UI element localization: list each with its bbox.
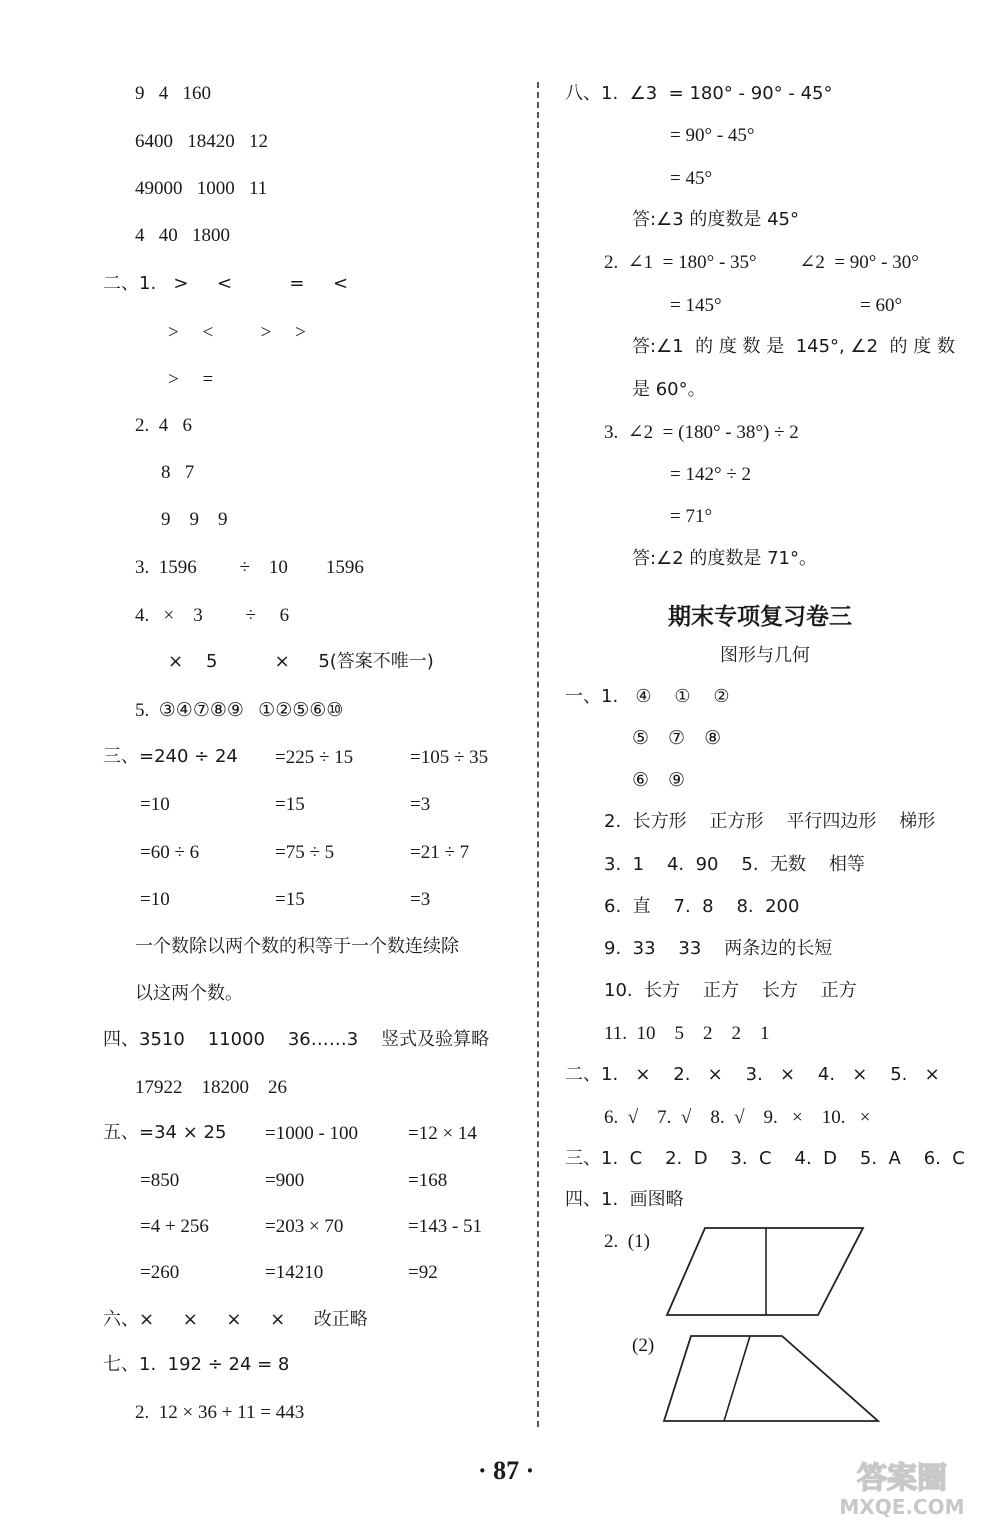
right-line: = 71° [670,506,713,527]
left-line: 四、3510 11000 36……3 竖式及验算略 [103,1029,490,1050]
right-line: 是 60°。 [632,379,706,400]
right-line: 答:∠2 的度数是 71°。 [632,548,818,569]
trapezoid-interior-line [724,1336,750,1421]
left-line: =75 ÷ 5 [275,842,335,863]
left-line: =15 [275,794,305,815]
right-line: = 60° [860,295,903,316]
left-line: × 5 × 5(答案不唯一) [168,651,434,672]
left-line: =850 [140,1170,180,1191]
right-line: 10. 长方 正方 长方 正方 [604,980,857,1001]
right-line: 八、1. ∠3 = 180° - 90° - 45° [565,83,833,104]
left-line: 6400 18420 12 [135,131,268,152]
left-line: =203 × 70 [265,1216,344,1237]
right-line: 四、1. 画图略 [565,1189,684,1210]
left-line: =92 [408,1262,438,1283]
left-line: 三、=240 ÷ 24 [103,746,238,767]
left-line: =1000 - 100 [265,1123,359,1144]
right-line: 11. 10 5 2 2 1 [604,1023,770,1044]
right-line: 6. √ 7. √ 8. √ 9. × 10. × [604,1107,871,1128]
right-line: 2. ∠1 = 180° - 35° ∠2 = 90° - 30° [604,252,919,273]
left-line: 以这两个数。 [135,983,243,1004]
column-divider [537,82,539,1427]
parallelogram-figure [660,1222,870,1318]
left-line: =10 [140,794,170,815]
left-line: =105 ÷ 35 [410,747,489,768]
left-line: 七、1. 192 ÷ 24 = 8 [103,1354,290,1375]
left-line: 17922 18200 26 [135,1077,287,1098]
left-line: =14210 [265,1262,324,1283]
right-line: = 142° ÷ 2 [670,464,751,485]
watermark-logo [822,1452,982,1520]
right-line: 2. 长方形 正方形 平行四边形 梯形 [604,811,936,832]
left-line: 2. 12 × 36 + 11 = 443 [135,1402,305,1423]
right-line: 答:∠3 的度数是 45° [632,209,800,230]
right-line: ⑤ ⑦ ⑧ [632,728,722,749]
left-line: > = [168,369,214,390]
right-line: (2) [632,1335,655,1356]
right-line: 9. 33 33 两条边的长短 [604,938,833,959]
left-line: =4 + 256 [140,1216,209,1237]
left-line: =260 [140,1262,180,1283]
right-line: = 145° [670,295,722,316]
right-line: 一、1. ④ ① ② [565,686,730,707]
svg-text:MXQE.COM: MXQE.COM [839,1495,965,1519]
left-line: 8 7 [161,462,195,483]
section-subtitle: 图形与几何 [720,645,810,666]
left-line: =168 [408,1170,448,1191]
left-line: 二、1. > < = < [103,273,349,294]
right-line: 三、1. C 2. D 3. C 4. D 5. A 6. C [565,1148,965,1169]
left-line: =225 ÷ 15 [275,747,354,768]
left-line: =12 × 14 [408,1123,477,1144]
left-line: 5. ③④⑦⑧⑨ ①②⑤⑥⑩ [135,700,344,721]
left-line: 3. 1596 ÷ 10 1596 [135,557,364,578]
left-line: =3 [410,794,431,815]
right-line: 二、1. × 2. × 3. × 4. × 5. × [565,1064,940,1085]
left-line: =21 ÷ 7 [410,842,470,863]
right-line: = 90° - 45° [670,125,755,146]
left-line: 2. 4 6 [135,415,192,436]
left-line: 一个数除以两个数的积等于一个数连续除 [135,936,459,957]
left-line: 六、× × × × 改正略 [103,1309,368,1330]
page-number: · 87 · [478,1456,535,1485]
left-line: > < > > [168,322,306,343]
left-line: 4. × 3 ÷ 6 [135,605,290,626]
left-line: 五、=34 × 25 [103,1122,227,1143]
left-line: =900 [265,1170,305,1191]
left-line: =60 ÷ 6 [140,842,200,863]
right-line: 答:∠1 的 度 数 是 145°, ∠2 的 度 数 [632,336,955,357]
left-line: 9 4 160 [135,83,211,104]
right-line: 3. 1 4. 90 5. 无数 相等 [604,854,865,875]
trapezoid-outline [664,1336,878,1421]
left-line: 4 40 1800 [135,225,230,246]
parallelogram-outline [667,1228,863,1315]
right-line: 2. (1) [604,1231,650,1252]
left-line: 49000 1000 11 [135,178,268,199]
right-line: 6. 直 7. 8 8. 200 [604,896,800,917]
right-line: = 45° [670,168,713,189]
left-line: =15 [275,889,305,910]
trapezoid-figure [660,1330,885,1426]
right-line: 3. ∠2 = (180° - 38°) ÷ 2 [604,422,799,443]
left-line: =10 [140,889,170,910]
section-title: 期末专项复习卷三 [668,604,852,630]
left-line: =143 - 51 [408,1216,483,1237]
svg-text:答案圈: 答案圈 [857,1461,947,1496]
right-line: ⑥ ⑨ [632,770,686,791]
left-line: =3 [410,889,431,910]
left-line: 9 9 9 [161,509,228,530]
